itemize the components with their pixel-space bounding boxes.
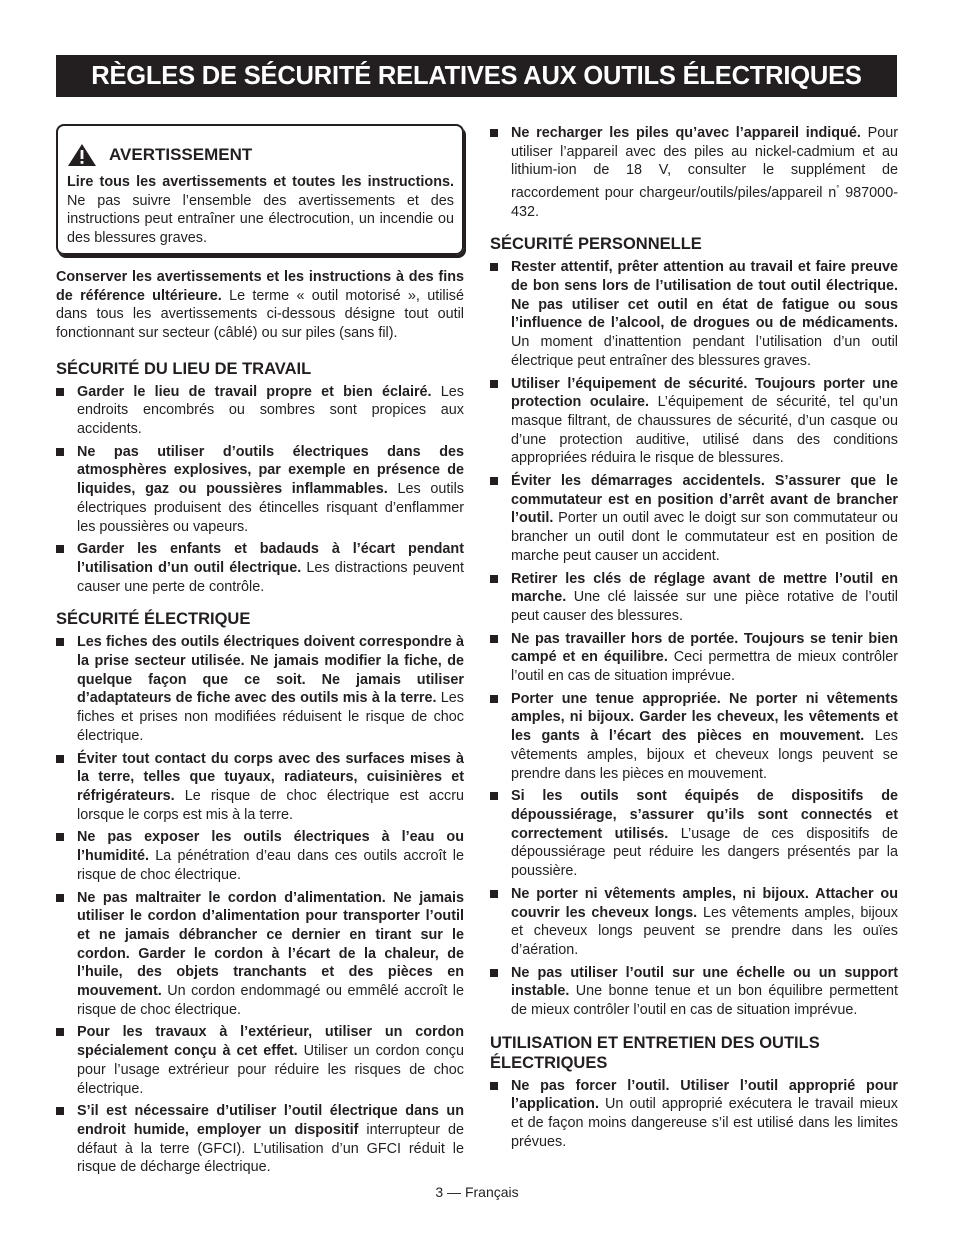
list-item: Rester attentif, prêter attention au travail et faire preuve de bon sens lors de l’utilisation de tout outil électrique. Ne pas utiliser cet outil en état de fatigue ou sous l’influence de l’alcool, de drogues ou de médicaments. Un moment d’inattention pendant l’utilisation d’un outil électrique peut entraîner des blessures graves. — [490, 258, 898, 370]
section-heading-work-area: SÉCURITÉ DU LIEU DE TRAVAIL — [56, 359, 312, 378]
warning-box — [56, 124, 464, 255]
tool-use-list — [490, 1077, 898, 1152]
intro-paragraph: Conserver les avertissements et les instructions à des fins de référence ultérieure. Le terme « outil motorisé », utilisé dans tous les avertissements ci-dessous désigne tout outil fonctionnant sur secteur (câblé) ou sur piles (sans fil). — [56, 268, 464, 341]
list-item: Ne pas travailler hors de portée. Toujours se tenir bien campé et en équilibre. Ceci permettra de mieux contrôler l’outil en cas de situation imprévue. — [490, 630, 898, 686]
list-item: Ne porter ni vêtements amples, ni bijoux. Attacher ou couvrir les cheveux longs. Les vêtements amples, bijoux et cheveux longs peuvent se prendre dans les ouïes d’aération. — [490, 885, 898, 960]
warning-header — [67, 143, 454, 167]
list-item: Éviter tout contact du corps avec des surfaces mises à la terre, telles que tuyaux, radiateurs, cuisinières et réfrigérateurs. Le risque de choc électrique est accru lorsque le corps est mis à la terre. — [56, 750, 464, 825]
section-heading-tool-use: UTILISATION ET ENTRETIEN DES OUTILS ÉLECTRIQUES — [490, 1033, 820, 1072]
page-footer: 3 — Français — [435, 1184, 519, 1200]
section-heading-electrical: SÉCURITÉ ÉLECTRIQUE — [56, 610, 251, 629]
warning-triangle-icon — [67, 143, 97, 167]
electrical-list — [56, 633, 464, 1177]
list-item: Ne recharger les piles qu’avec l’appareil indiqué. Pour utiliser l’appareil avec des piles au nickel-cadmium et au lithium-ion de 18 V, consulter le supplément de raccordement pour chargeur/outils/piles/appareil n° 987000-432. — [490, 124, 898, 221]
section-heading-personal: SÉCURITÉ PERSONNELLE — [490, 235, 702, 254]
list-item: Ne pas utiliser l’outil sur une échelle ou un support instable. Une bonne tenue et un bon équilibre permettent de mieux contrôler l’outil en cas de situation imprévue. — [490, 964, 898, 1020]
list-item: Utiliser l’équipement de sécurité. Toujours porter une protection oculaire. L’équipement de sécurité, tel qu’un masque filtrant, de chaussures de sécurité, d’un casque ou d’une protection auditive, utilisé dans des conditions appropriées réduira le risque de blessures. — [490, 375, 898, 469]
list-item: Pour les travaux à l’extérieur, utiliser un cordon spécialement conçu à cet effet. Utiliser un cordon conçu pour l’usage extrérieur pour réduire les risques de choc électrique. — [56, 1023, 464, 1098]
list-item: Éviter les démarrages accidentels. S’assurer que le commutateur est en position d’arrêt avant de brancher l’outil. Porter un outil avec le doigt sur son commutateur ou brancher un outil dont le commutateur est en position de marche peut causer un accident. — [490, 472, 898, 566]
left-column — [56, 124, 464, 1190]
list-item: Porter une tenue appropriée. Ne porter ni vêtements amples, ni bijoux. Garder les cheveux, les vêtements et les gants à l’écart des pièces en mouvement. Les vêtements amples, bijoux et cheveux longs peuvent se prendre dans les pièces en mouvement. — [490, 690, 898, 784]
right-column — [490, 124, 898, 1165]
list-item: S’il est nécessaire d’utiliser l’outil électrique dans un endroit humide, employer un dispositif interrupteur de défaut à la terre (GFCI). L’utilisation d’un GFCI réduit le risque de décharge électrique. — [56, 1102, 464, 1177]
list-item: Si les outils sont équipés de dispositifs de dépoussiérage, s’assurer qu’ils sont connectés et correctement utilisés. L’usage de ces dispositifs de dépoussiérage peut réduire les dangers présentés par la poussière. — [490, 787, 898, 881]
list-item: Garder le lieu de travail propre et bien éclairé. Les endroits encombrés ou sombres sont propices aux accidents. — [56, 383, 464, 439]
list-item: Ne pas forcer l’outil. Utiliser l’outil approprié pour l’application. Un outil approprié exécutera le travail mieux et de façon moins dangereuse s’il est utilisé dans les limites prévues. — [490, 1077, 898, 1152]
battery-list — [490, 124, 898, 221]
list-item: Ne pas exposer les outils électriques à l’eau ou l’humidité. La pénétration d’eau dans ces outils accroît le risque de choc électrique. — [56, 828, 464, 884]
title-bar — [56, 55, 897, 97]
work-area-list — [56, 383, 464, 597]
list-item: Ne pas maltraiter le cordon d’alimentation. Ne jamais utiliser le cordon d’alimentation pour transporter l’outil et ne jamais débrancher ce dernier en tirant sur le cordon. Garder le cordon à l’écart de la chaleur, de l’huile, des objets tranchants et des pièces en mouvement. Un cordon endommagé ou emmêlé accroît le risque de choc électrique. — [56, 889, 464, 1020]
list-item: Les fiches des outils électriques doivent correspondre à la prise secteur utilisée. Ne jamais modifier la fiche, de quelque façon que ce soit. Ne jamais utiliser d’adaptateurs de fiche avec des outils mis à la terre. Les fiches et prises non modifiées réduisent le risque de choc électrique. — [56, 633, 464, 745]
list-item: Garder les enfants et badauds à l’écart pendant l’utilisation d’un outil électrique. Les distractions peuvent causer une perte de contrôle. — [56, 540, 464, 596]
page-title: RÈGLES DE SÉCURITÉ RELATIVES AUX OUTILS ÉLECTRIQUES — [91, 61, 862, 90]
warning-label: AVERTISSEMENT — [109, 144, 253, 164]
warning-text: Lire tous les avertissements et toutes les instructions. Ne pas suivre l’ensemble des avertissements et des instructions peut entraîner une électrocution, un incendie ou des blessures graves. — [67, 174, 454, 247]
list-item: Ne pas utiliser d’outils électriques dans des atmosphères explosives, par exemple en présence de liquides, gaz ou poussières inflammables. Les outils électriques produisent des étincelles risquant d’enflammer les poussières ou vapeurs. — [56, 443, 464, 537]
personal-list — [490, 258, 898, 1019]
list-item: Retirer les clés de réglage avant de mettre l’outil en marche. Une clé laissée sur une pièce rotative de l’outil peut causer des blessures. — [490, 570, 898, 626]
